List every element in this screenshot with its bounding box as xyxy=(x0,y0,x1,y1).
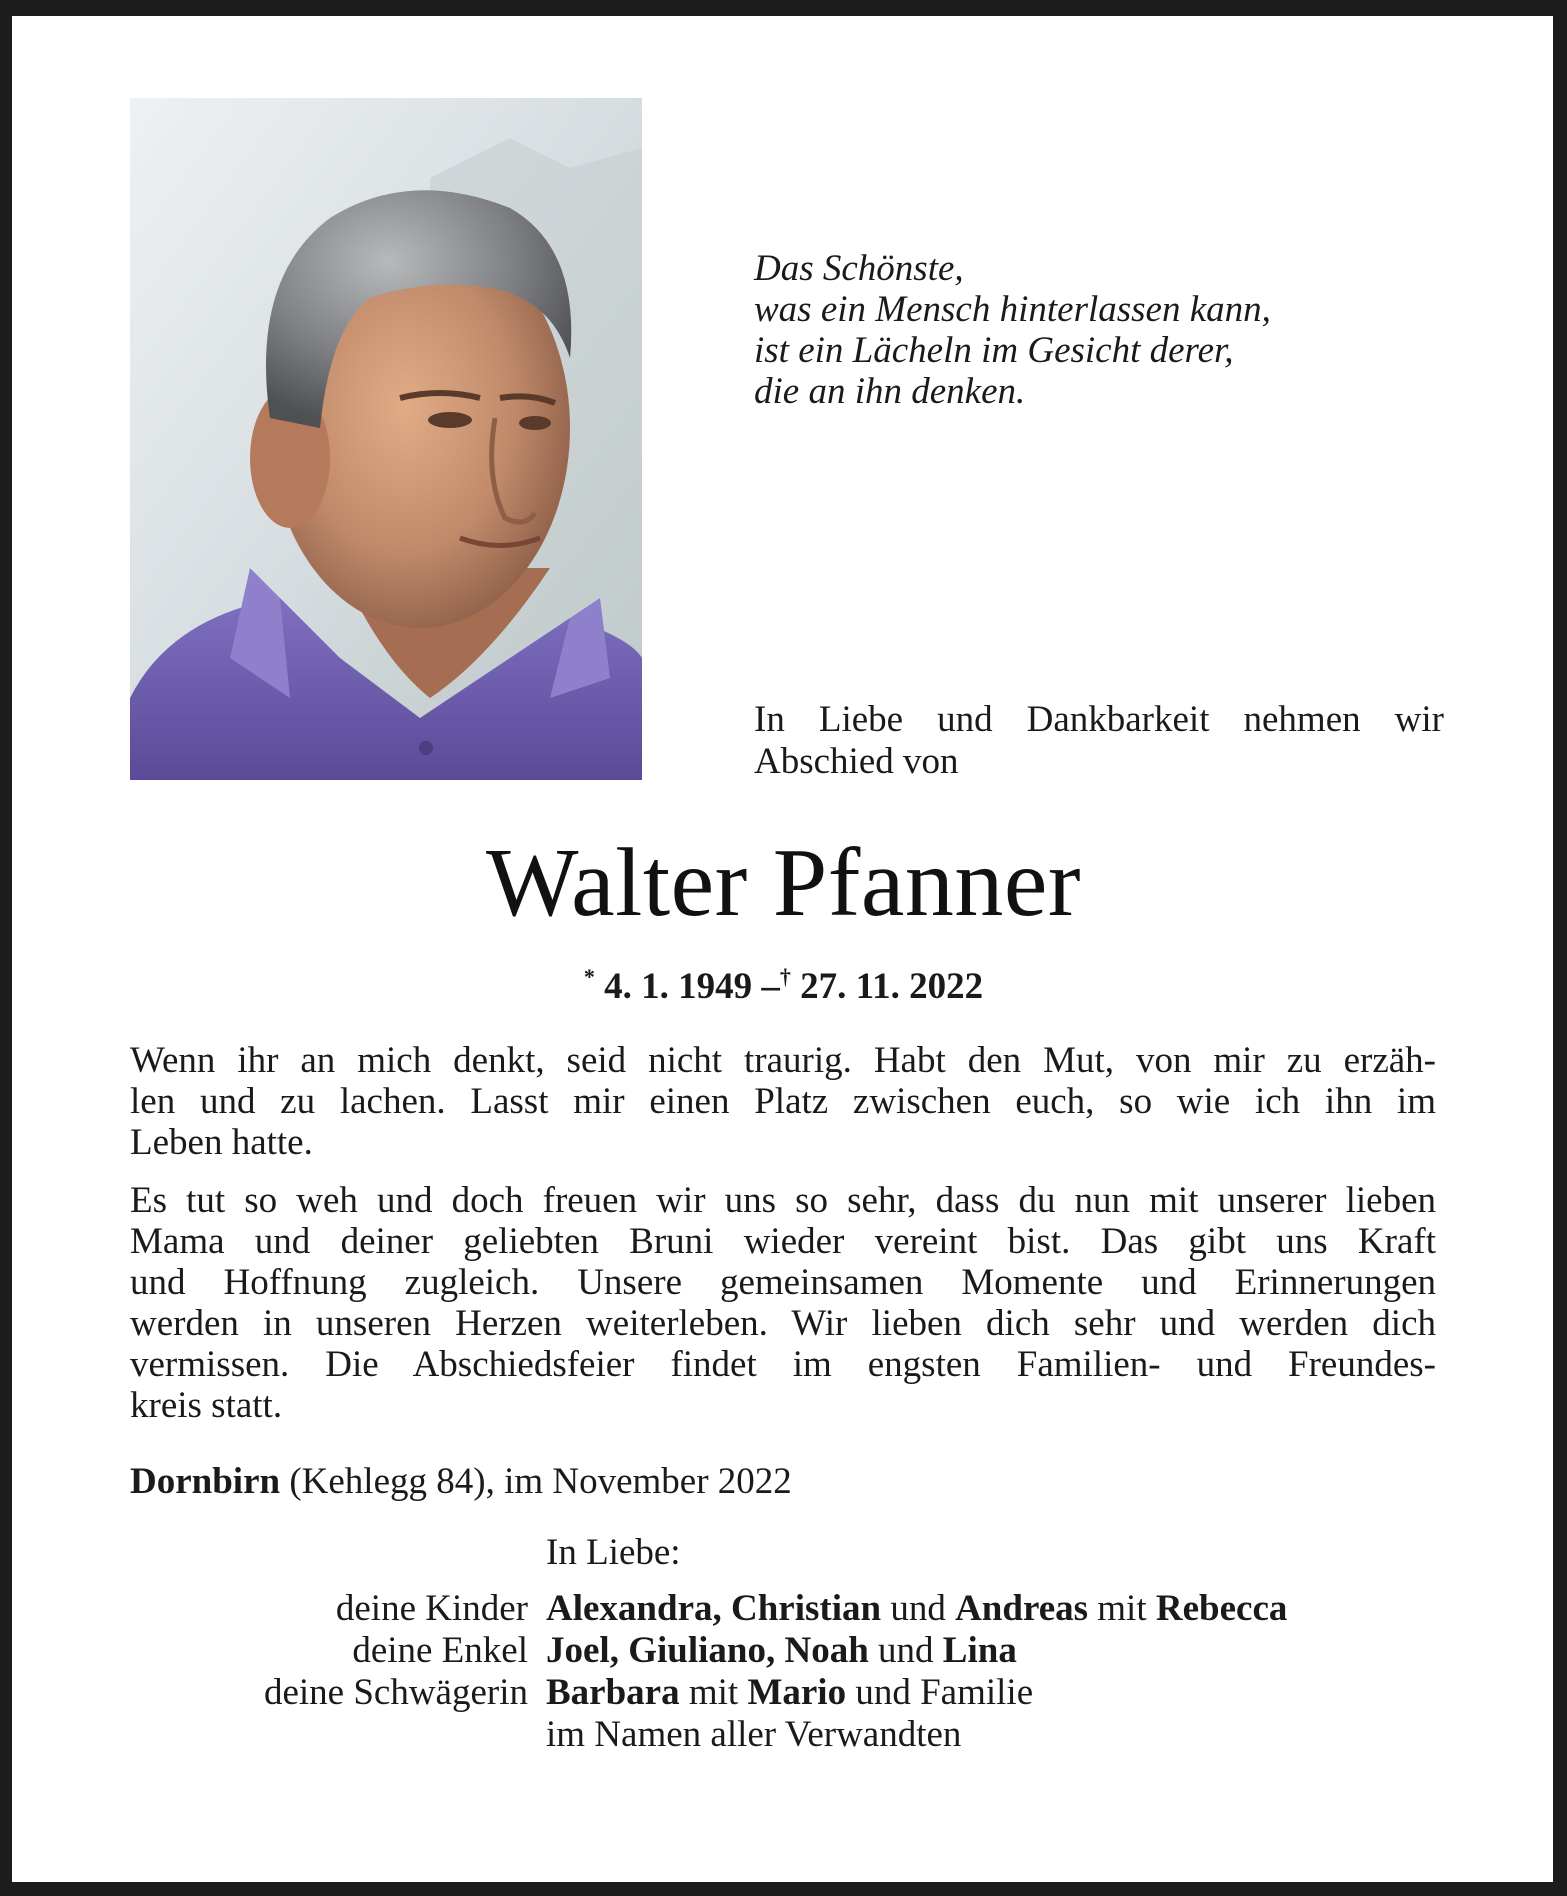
birth-symbol: * xyxy=(583,964,595,989)
signature-row xyxy=(130,1672,1436,1714)
quote-line: Das Schönste, xyxy=(754,248,964,289)
portrait-illustration xyxy=(130,98,642,780)
signature-join: und xyxy=(890,1588,946,1629)
paragraph-farewell xyxy=(130,1180,1436,1426)
signature-relation: deine Schwägerin xyxy=(263,1672,528,1713)
farewell-intro xyxy=(754,699,1444,783)
quote-line: die an ihn denken. xyxy=(754,371,1026,412)
signatures-heading: In Liebe: xyxy=(546,1532,681,1573)
quote-line: was ein Mensch hinterlassen kann, xyxy=(754,289,1271,330)
paragraph-line: len und zu lachen. Lasst mir einen Platz zwischen euch, so wie ich ihn im xyxy=(130,1081,1436,1122)
signature-names xyxy=(546,1630,1017,1672)
paragraph-line: werden in unseren Herzen weiterleben. Wir lieben dich sehr und werden dich xyxy=(130,1303,1436,1344)
signature-name: Alexandra, Christian xyxy=(546,1588,882,1629)
quote-line: ist ein Lächeln im Gesicht derer, xyxy=(754,330,1234,371)
death-symbol: † xyxy=(779,964,791,989)
date-separator: – xyxy=(761,966,780,1007)
memorial-quote xyxy=(754,248,1271,412)
paragraph-line: vermissen. Die Abschiedsfeier findet im engsten Familien- und Freundes- xyxy=(130,1344,1436,1385)
signature-names xyxy=(546,1672,1033,1714)
intro-line: Abschied von xyxy=(754,741,959,782)
paragraph-remembrance xyxy=(130,1040,1436,1163)
signature-name: Lina xyxy=(942,1630,1017,1671)
paragraph-line: Leben hatte. xyxy=(130,1122,313,1163)
signature-footer: im Namen aller Verwandten xyxy=(546,1714,962,1755)
signature-name: Andreas xyxy=(955,1588,1089,1629)
signature-relation: deine Enkel xyxy=(352,1630,528,1671)
intro-line: In Liebe und Dankbarkeit nehmen wir xyxy=(754,699,1444,740)
signature-name: Joel, Giuliano, Noah xyxy=(546,1630,869,1671)
signature-row xyxy=(130,1714,1436,1756)
place-and-date xyxy=(130,1460,792,1504)
signature-name: Barbara xyxy=(546,1672,680,1713)
life-dates xyxy=(0,954,1567,1010)
paragraph-line: Es tut so weh und doch freuen wir uns so sehr, dass du nun mit unserer lieben xyxy=(130,1180,1436,1221)
signature-join: mit xyxy=(1097,1588,1147,1629)
death-date: 27. 11. 2022 xyxy=(800,966,984,1007)
signature-relation: deine Kinder xyxy=(335,1588,528,1629)
signature-names xyxy=(546,1588,1287,1630)
portrait-photo xyxy=(130,98,642,780)
signature-join: und Familie xyxy=(855,1672,1034,1713)
signature-name: Mario xyxy=(747,1672,847,1713)
deceased-name: Walter Pfanner xyxy=(486,829,1081,937)
birth-date: 4. 1. 1949 xyxy=(604,966,753,1007)
signature-row xyxy=(130,1588,1436,1630)
signature-name: Rebecca xyxy=(1155,1588,1288,1629)
signature-join: und xyxy=(878,1630,934,1671)
paragraph-line: Mama und deiner geliebten Bruni wieder vereint bist. Das gibt uns Kraft xyxy=(130,1221,1436,1262)
place-city: Dornbirn xyxy=(130,1461,281,1502)
paragraph-line: Wenn ihr an mich denkt, seid nicht traurig. Habt den Mut, von mir zu erzäh- xyxy=(130,1040,1436,1081)
place-address: (Kehlegg 84), im November 2022 xyxy=(289,1461,792,1502)
paragraph-line: und Hoffnung zugleich. Unsere gemeinsamen Momente und Erinnerungen xyxy=(130,1262,1436,1303)
signature-row xyxy=(130,1630,1436,1672)
paragraph-line: kreis statt. xyxy=(130,1385,283,1426)
signatures-list xyxy=(130,1588,1436,1756)
signature-join: mit xyxy=(688,1672,739,1713)
signature-relation-empty xyxy=(130,1714,546,1756)
